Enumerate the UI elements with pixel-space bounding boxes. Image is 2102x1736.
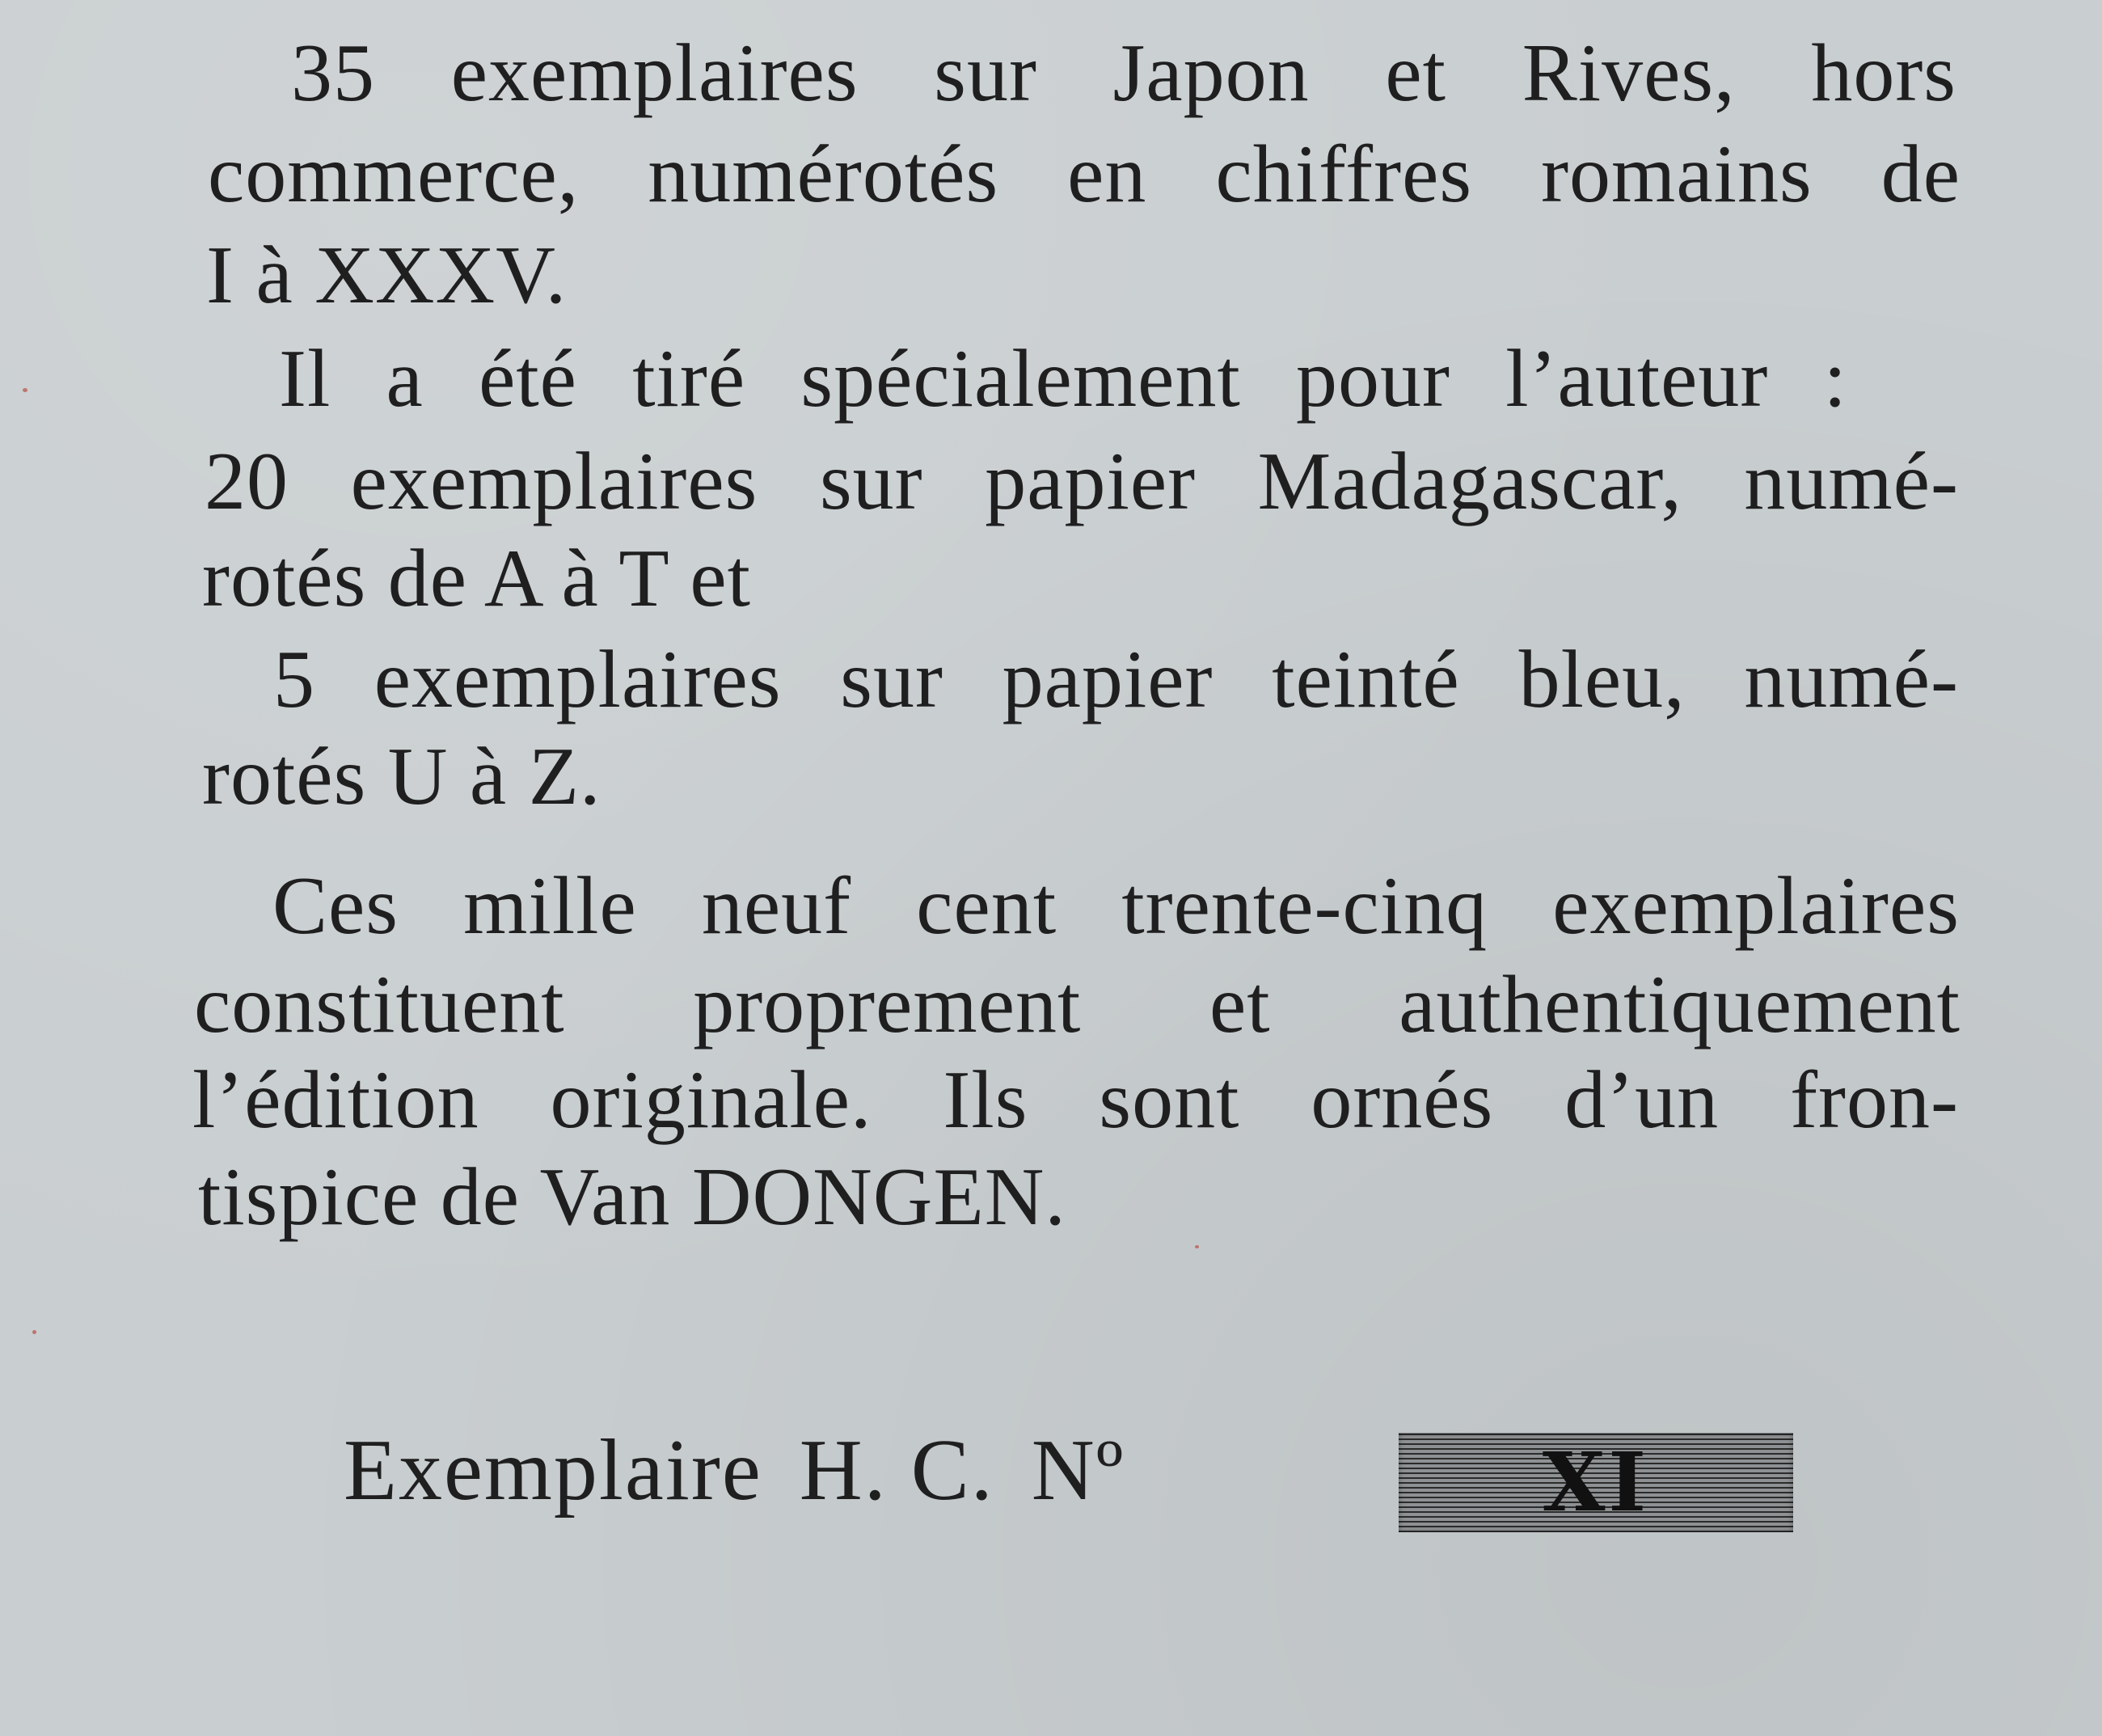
copy-number-line <box>344 1422 1162 1518</box>
number-stamp <box>1399 1433 1793 1532</box>
paper-speck <box>23 388 27 392</box>
p2-line3: rotés de A à T et <box>202 533 751 624</box>
paper-speck <box>32 1330 36 1334</box>
p4-line4: tispice de Van DONGEN. <box>198 1151 1066 1243</box>
copy-hc: H. C. <box>799 1422 994 1518</box>
p2-line2: 20 exemplaires sur papier Madagascar, numé- <box>205 436 1959 527</box>
p4-line2: constituent proprement et authentiquement <box>194 959 1961 1050</box>
p1-line3: I à XXXV. <box>206 230 568 321</box>
p1-line1: 35 exemplaires sur Japon et Rives, hors <box>291 27 1956 119</box>
p3-line2: rotés U à Z. <box>202 731 601 822</box>
p3-line1: 5 exemplaires sur papier teinté bleu, numé- <box>273 634 1959 725</box>
copy-number: XI <box>1542 1434 1650 1530</box>
copy-label: Exemplaire <box>344 1422 762 1518</box>
p2-line1: Il a été tiré spécialement pour l’auteur : <box>279 333 1847 424</box>
paper-speck <box>1195 1245 1199 1248</box>
p4-line1: Ces mille neuf cent trente-cinq exemplaires <box>272 860 1960 952</box>
p1-line2: commerce, numérotés en chiffres romains de <box>208 129 1961 220</box>
copy-no: Nº <box>1031 1422 1125 1518</box>
p4-line3: l’édition originale. Ils sont ornés d’un fron- <box>192 1054 1959 1146</box>
